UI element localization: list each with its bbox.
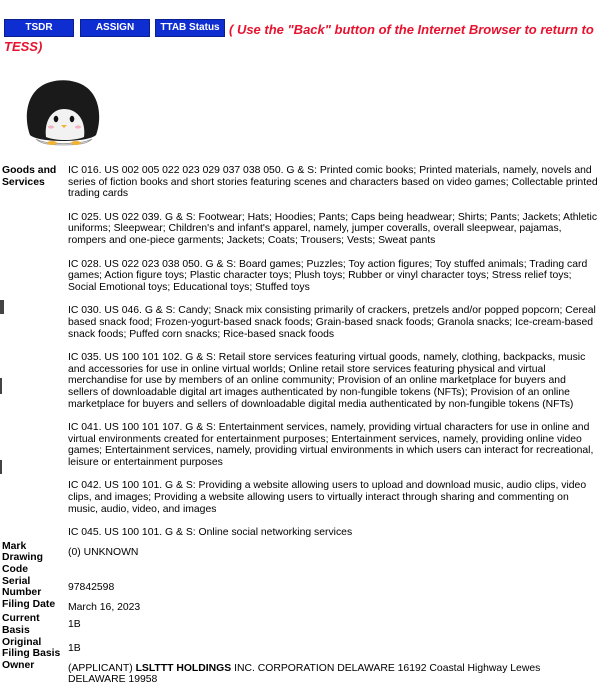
goods-class-028: IC 028. US 022 023 038 050. G & S: Board games; Puzzles; Toy action figures; Toy stuffed animals; Trading card games; Action figure toys; Plastic character toys; Plush toys; Rubber or vinyl character toys; Stress relief toys; Social Emotional toys; Educational toys; Stuffed toys <box>68 258 588 293</box>
serial-number-row <box>2 576 598 599</box>
original-basis-label: Original Filing Basis <box>2 636 61 660</box>
filing-date-value: March 16, 2023 <box>68 601 141 613</box>
current-basis-value: 1B <box>68 619 81 631</box>
owner-prefix: (APPLICANT) <box>68 662 133 674</box>
owner-row <box>2 660 598 686</box>
penguin-mark-icon <box>22 75 104 147</box>
back-instruction-text: ( Use the "Back" button of the Internet Browser to return to TESS) <box>4 22 594 54</box>
ttab-status-button[interactable]: TTAB Status <box>155 19 225 37</box>
goods-class-041: IC 041. US 100 101 107. G & S: Entertainment services, namely, providing virtual characters for use in online and virtual environments created for entertainment purposes; Entertainment services, namely, providing online video games; Entertainment services, namely, providing virtual environments in which users can interact for recreational, leisure or entertainment purposes <box>68 422 594 468</box>
current-basis-label: Current Basis <box>2 613 40 636</box>
original-basis-row <box>2 637 598 660</box>
goods-class-035: IC 035. US 100 101 102. G & S: Retail store services featuring virtual goods, namely, clothing, backpacks, music and accessories for use in online virtual worlds; Online retail store services featuring physical and virtual merchandise for use by members of an online community; Provision of an online marketplace for buyers and sellers of downloadable digital art images authenticated by non-fungible tokens (NFTs); Provision of an online marketplace for buyers and sellers of downloadable digital media authenticated by non-fungible tokens (NFTs) <box>68 352 586 410</box>
goods-services-label: Goods and Services <box>2 165 57 188</box>
goods-class-030: IC 030. US 046. G & S: Candy; Snack mix consisting primarily of crackers, pretzels and/or popped popcorn; Cereal based snack food; Frozen-yogurt-based snack foods; Grain-based snack foods; Granola snacks; Ice-cream-based snack foods; Puffed corn snacks; Rice-based snack foods <box>68 305 596 340</box>
serial-number-label: Serial Number <box>2 575 42 599</box>
original-basis-value: 1B <box>68 642 81 654</box>
current-basis-row <box>2 613 598 636</box>
goods-class-045: IC 045. US 100 101. G & S: Online social networking services <box>68 527 353 539</box>
tsdr-button[interactable]: TSDR <box>4 19 74 37</box>
mark-drawing-label: Mark Drawing Code <box>2 540 43 576</box>
mark-drawing-value: (0) UNKNOWN <box>68 546 139 558</box>
goods-class-025: IC 025. US 022 039. G & S: Footwear; Hats; Hoodies; Pants; Caps being headwear; Shirts; Pants; Jackets; Athletic uniforms; Sleepwear; Children's and infant's apparel, namely, jumper coveralls, overall sleepwear, pajamas, rompers and one-piece garments; Jackets; Coats; Trousers; Vests; Sweat pants <box>68 211 598 246</box>
goods-services-list <box>68 165 598 541</box>
owner-value <box>68 660 598 686</box>
goods-services-row <box>2 165 598 541</box>
owner-label: Owner <box>2 659 35 671</box>
serial-number-value: 97842598 <box>68 581 115 593</box>
owner-details: INC. CORPORATION DELAWARE 16192 Coastal Highway Lewes DELAWARE 19958 <box>68 662 541 686</box>
goods-class-042: IC 042. US 100 101. G & S: Providing a website allowing users to upload and download music, audio clips, video clips, and images; Providing a website allowing users to virtually interact through sharing and commenting on music, audio, video, and images <box>68 480 587 515</box>
mark-drawing-row <box>2 541 598 576</box>
assign-status-button[interactable]: ASSIGN Status <box>80 19 150 37</box>
trademark-record-table <box>2 165 598 686</box>
owner-name: LSLTTT HOLDINGS <box>135 662 232 674</box>
filing-date-label: Filing Date <box>2 598 56 610</box>
goods-class-016: IC 016. US 002 005 022 023 029 037 038 050. G & S: Printed comic books; Printed materials, namely, novels and series of fiction books and short stories featuring scenes and characters based on video games; Collectable printed trading cards <box>68 165 598 200</box>
filing-date-row <box>2 599 598 614</box>
